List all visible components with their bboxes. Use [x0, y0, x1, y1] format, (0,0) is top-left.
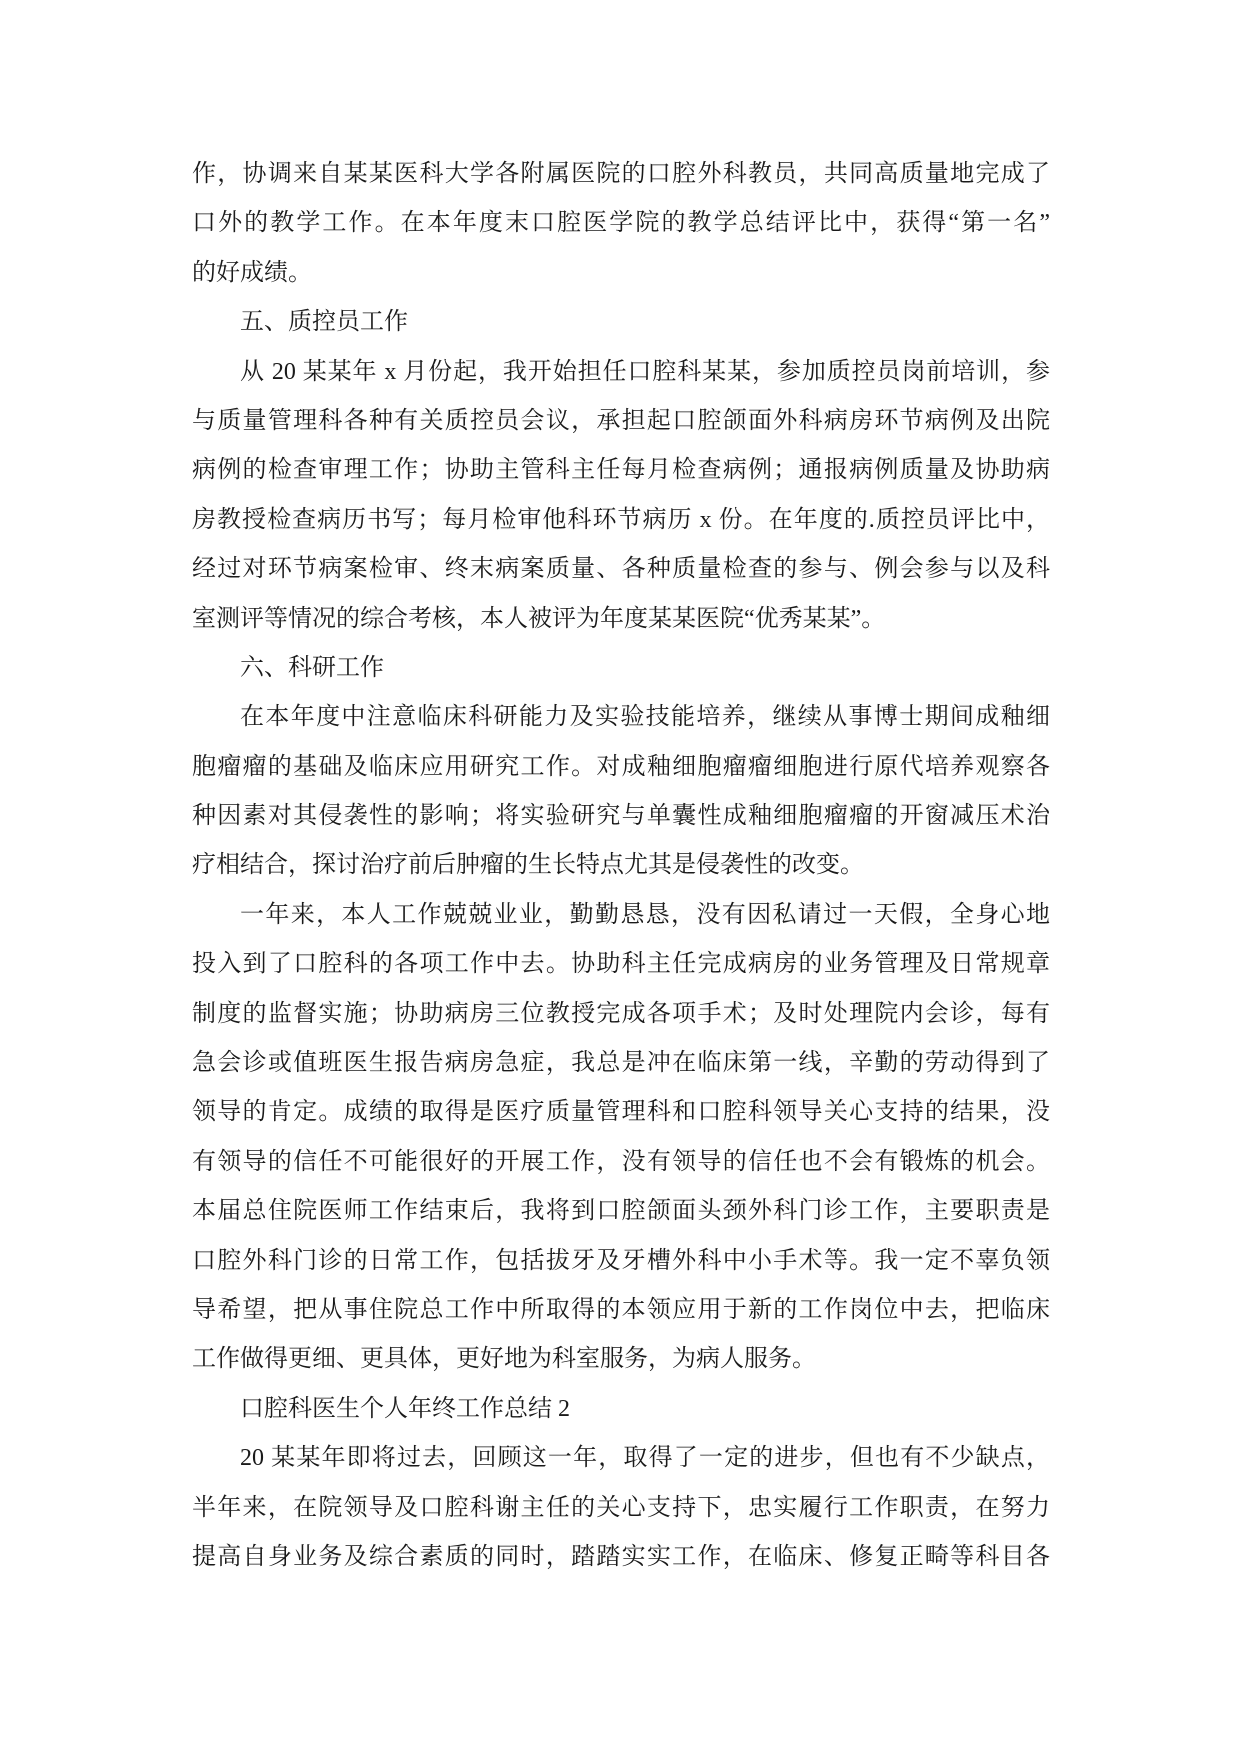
text-line: 经过对环节病案检审、终末病案质量、各种质量检查的参与、例会参与以及科 [192, 556, 1050, 583]
section-heading [192, 298, 1050, 347]
section-heading-text: 五、质控员工作 [240, 309, 408, 336]
text-line: 投入到了口腔科的各项工作中去。协助科主任完成病房的业务管理及日常规章 [192, 951, 1050, 978]
paragraph [192, 150, 1050, 298]
section-heading-text: 六、科研工作 [240, 654, 384, 681]
text-line: 工作做得更细、更具体，更好地为科室服务，为病人服务。 [192, 1346, 816, 1373]
text-line: 制度的监督实施；协助病房三位教授完成各项手术；及时处理院内会诊，每有 [192, 1000, 1050, 1027]
document-body [192, 150, 1050, 1582]
text-line: 导希望，把从事住院总工作中所取得的本领应用于新的工作岗位中去，把临床 [192, 1296, 1050, 1323]
text-line: 的好成绩。 [192, 259, 312, 286]
text-line: 20 某某年即将过去，回顾这一年，取得了一定的进步，但也有不少缺点， [240, 1445, 1050, 1472]
paragraph [192, 693, 1050, 891]
section-heading [192, 644, 1050, 693]
text-line: 室测评等情况的综合考核，本人被评为年度某某医院“优秀某某”。 [192, 605, 886, 632]
text-line: 领导的肯定。成绩的取得是医疗质量管理科和口腔科领导关心支持的结果，没 [192, 1099, 1050, 1126]
text-line: 提高自身业务及综合素质的同时，踏踏实实工作，在临床、修复正畸等科目各 [192, 1543, 1050, 1570]
text-line: 急会诊或值班医生报告病房急症，我总是冲在临床第一线，辛勤的劳动得到了 [192, 1050, 1050, 1077]
text-line: 口腔外科门诊的日常工作，包括拔牙及牙槽外科中小手术等。我一定不辜负领 [192, 1247, 1050, 1274]
text-line: 与质量管理科各种有关质控员会议，承担起口腔颌面外科病房环节病例及出院 [192, 407, 1050, 434]
paragraph [192, 348, 1050, 644]
text-line: 种因素对其侵袭性的影响；将实验研究与单囊性成釉细胞瘤瘤的开窗减压术治 [192, 803, 1050, 830]
text-line: 一年来，本人工作兢兢业业，勤勤恳恳，没有因私请过一天假，全身心地 [240, 901, 1050, 928]
text-line: 从 20 某某年 x 月份起，我开始担任口腔科某某，参加质控员岗前培训，参 [240, 358, 1050, 385]
text-line: 半年来，在院领导及口腔科谢主任的关心支持下，忠实履行工作职责，在努力 [192, 1494, 1050, 1521]
text-line: 口外的教学工作。在本年度末口腔医学院的教学总结评比中，获得“第一名” [192, 210, 1050, 237]
text-line: 疗相结合，探讨治疗前后肿瘤的生长特点尤其是侵袭性的改变。 [192, 852, 864, 879]
text-line: 胞瘤瘤的基础及临床应用研究工作。对成釉细胞瘤瘤细胞进行原代培养观察各 [192, 753, 1050, 780]
text-line: 作，协调来自某某医科大学各附属医院的口腔外科教员，共同高质量地完成了 [192, 161, 1050, 187]
text-line: 在本年度中注意临床科研能力及实验技能培养，继续从事博士期间成釉细 [240, 704, 1050, 731]
paragraph [192, 1434, 1050, 1582]
section-heading [192, 1385, 1050, 1434]
section-heading-text: 口腔科医生个人年终工作总结 2 [240, 1395, 570, 1422]
text-line: 病例的检查审理工作；协助主管科主任每月检查病例；通报病例质量及协助病 [192, 457, 1050, 484]
text-line: 房教授检查病历书写；每月检审他科环节病历 x 份。在年度的.质控员评比中， [192, 506, 1050, 533]
text-line: 有领导的信任不可能很好的开展工作，没有领导的信任也不会有锻炼的机会。 [192, 1148, 1050, 1175]
paragraph [192, 891, 1050, 1385]
text-line: 本届总住院医师工作结束后，我将到口腔颌面头颈外科门诊工作，主要职责是 [192, 1198, 1050, 1225]
